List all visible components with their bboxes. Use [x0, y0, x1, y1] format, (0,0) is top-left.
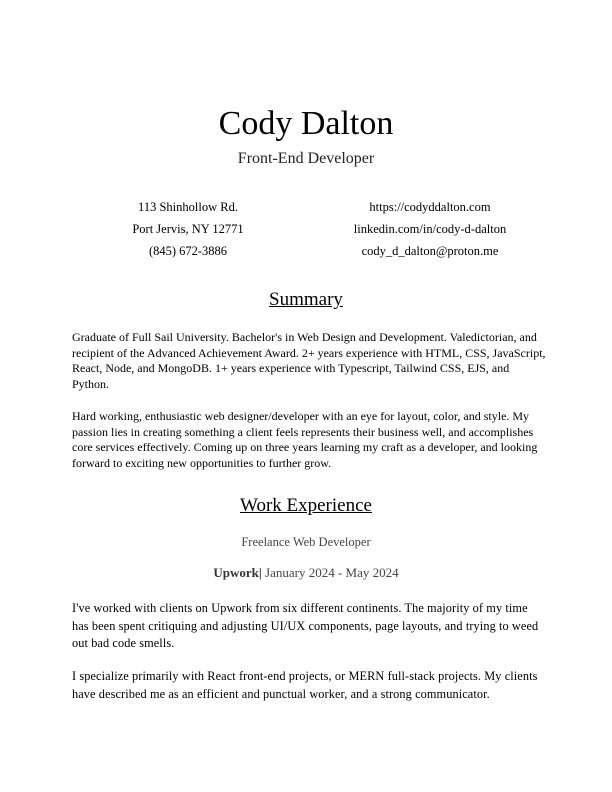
job-dates: January 2024 - May 2024 [265, 565, 399, 580]
summary-paragraph-1: Graduate of Full Sail University. Bachelor's in Web Design and Development. Valedictorian, and recipient of the Advanced Achievement Award. 2+ years experience with HTML, CSS, JavaScript, React, Node, and MongoDB. 1+ years experience with Typescript, Tailwind CSS, EJS, and Python. [72, 330, 546, 392]
summary-heading: Summary [269, 289, 343, 310]
job-separator: | [258, 565, 262, 580]
website-link[interactable]: https://codyddalton.com [369, 200, 491, 214]
summary-paragraph-2: Hard working, enthusiastic web designer/developer with an eye for layout, color, and style. My passion lies in creating something a client feels represents their business well, and accomplishes core services effectively. Coming up on three years learning my craft as a developer, and looking forward to exciting new opportunities to further grow. [72, 409, 538, 471]
job-position: Freelance Web Developer [241, 535, 371, 549]
contact-address-column [68, 196, 308, 262]
linkedin-link[interactable]: linkedin.com/in/cody-d-dalton [353, 222, 507, 236]
job-meta [0, 565, 612, 581]
contact-links-column [310, 196, 550, 262]
email-link[interactable]: cody_d_dalton@proton.me [361, 244, 499, 258]
work-experience-heading: Work Experience [240, 495, 372, 516]
job-paragraph-1: I've worked with clients on Upwork from six different continents. The majority of my time has been spent critiquing and adjusting UI/UX components, page layouts, and trying to weed out bad code smells. [72, 601, 539, 650]
address-street: 113 Shinhollow Rd. [138, 200, 238, 214]
job-title-header: Front-End Developer [237, 150, 375, 167]
job-paragraph-2: I specialize primarily with React front-end projects, or MERN full-stack projects. My clients have described me as an efficient and punctual worker, and a strong communicator. [72, 669, 538, 701]
phone-number: (845) 672-3886 [148, 244, 228, 258]
candidate-name: Cody Dalton [218, 105, 394, 142]
job-company: Upwork [213, 565, 259, 580]
address-city: Port Jervis, NY 12771 [132, 222, 244, 236]
